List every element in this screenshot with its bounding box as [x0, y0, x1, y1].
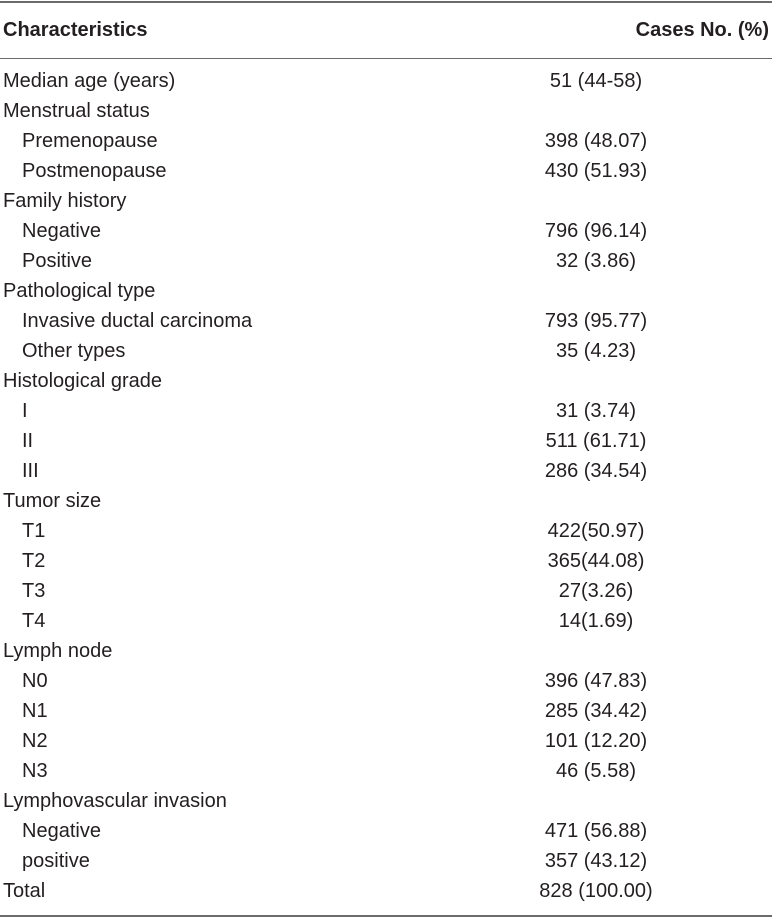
row-value: 101 (12.20) [544, 730, 648, 752]
table-bottom-rule [0, 915, 772, 917]
table-row [0, 366, 772, 396]
table-row [0, 876, 772, 906]
row-label: N2 [22, 730, 48, 752]
row-value: 31 (3.74) [555, 400, 637, 422]
table-row [0, 606, 772, 636]
table-row [0, 66, 772, 96]
table-header-rule [0, 58, 772, 59]
row-label: Other types [22, 340, 126, 362]
table-row [0, 696, 772, 726]
table-row [0, 846, 772, 876]
row-value: 422(50.97) [547, 520, 645, 542]
row-value: 430 (51.93) [544, 160, 648, 182]
row-label: Postmenopause [22, 160, 167, 182]
row-label: Menstrual status [3, 100, 150, 122]
row-value: 51 (44-58) [549, 70, 643, 92]
row-value: 46 (5.58) [555, 760, 637, 782]
table-row [0, 636, 772, 666]
row-label: Invasive ductal carcinoma [22, 310, 253, 332]
table-row [0, 126, 772, 156]
table-row [0, 786, 772, 816]
row-value: 285 (34.42) [544, 700, 648, 722]
row-label: Negative [22, 220, 101, 242]
row-label: III [22, 460, 39, 482]
row-label: I [22, 400, 28, 422]
table-row [0, 816, 772, 846]
row-value: 14(1.69) [558, 610, 634, 632]
table-header-row [0, 2, 772, 58]
table-row [0, 576, 772, 606]
table-row [0, 216, 772, 246]
row-value: 27(3.26) [558, 580, 634, 602]
table-row [0, 426, 772, 456]
row-label: Pathological type [3, 280, 156, 302]
row-label: Histological grade [3, 370, 162, 392]
row-label: Median age (years) [3, 70, 176, 92]
table-row [0, 156, 772, 186]
row-value: 365(44.08) [547, 550, 645, 572]
row-value: 396 (47.83) [544, 670, 648, 692]
row-label: II [22, 430, 34, 452]
row-label: Lymph node [3, 640, 113, 662]
row-label: Positive [22, 250, 93, 272]
row-value: 511 (61.71) [545, 430, 647, 452]
row-label: N0 [22, 670, 48, 692]
row-label: Total [3, 880, 46, 902]
row-value: 32 (3.86) [555, 250, 637, 272]
row-value: 35 (4.23) [555, 340, 637, 362]
row-value: 828 (100.00) [539, 880, 653, 902]
column-header-characteristics: Characteristics [3, 19, 148, 41]
table-row [0, 756, 772, 786]
table-row [0, 486, 772, 516]
table-row [0, 726, 772, 756]
row-label: Premenopause [22, 130, 158, 152]
table-row [0, 456, 772, 486]
table-body [0, 66, 772, 906]
row-label: T2 [22, 550, 46, 572]
row-label: N1 [22, 700, 48, 722]
row-value: 793 (95.77) [544, 310, 648, 332]
row-label: T1 [22, 520, 46, 542]
row-value: 357 (43.12) [544, 850, 648, 872]
table-row [0, 666, 772, 696]
table-row [0, 306, 772, 336]
table-row [0, 516, 772, 546]
table-row [0, 186, 772, 216]
row-value: 796 (96.14) [544, 220, 648, 242]
table-row [0, 246, 772, 276]
row-label: Lymphovascular invasion [3, 790, 227, 812]
row-label: Negative [22, 820, 101, 842]
row-label: Tumor size [3, 490, 102, 512]
row-label: T3 [22, 580, 46, 602]
row-label: positive [22, 850, 90, 872]
row-label: Family history [3, 190, 127, 212]
row-label: N3 [22, 760, 48, 782]
table-row [0, 96, 772, 126]
row-value: 286 (34.54) [544, 460, 648, 482]
table-row [0, 396, 772, 426]
table-row [0, 336, 772, 366]
row-value: 471 (56.88) [544, 820, 648, 842]
table-row [0, 546, 772, 576]
row-label: T4 [22, 610, 46, 632]
row-value: 398 (48.07) [544, 130, 648, 152]
column-header-cases: Cases No. (%) [635, 19, 769, 41]
table-row [0, 276, 772, 306]
